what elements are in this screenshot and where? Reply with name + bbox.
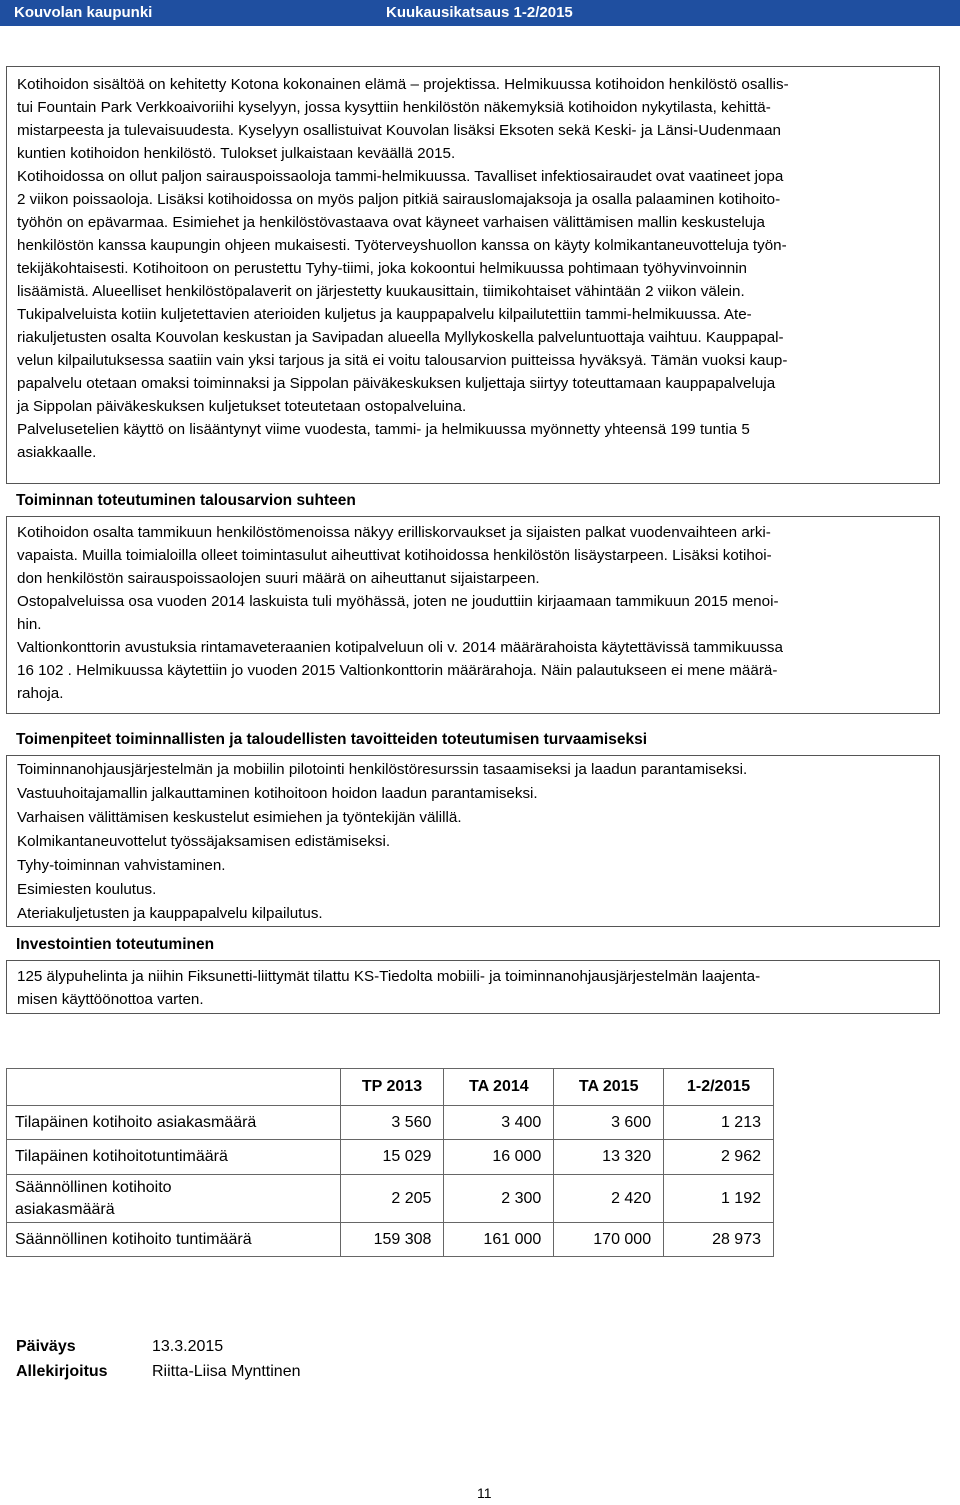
row-label: Tilapäinen kotihoitotuntimäärä [7,1140,341,1175]
table-cell: 2 205 [340,1175,444,1223]
table-header: TP 2013 [340,1069,444,1106]
table-cell: 161 000 [444,1223,554,1257]
page-number: 11 [477,1485,492,1501]
signature-label: Allekirjoitus [16,1363,108,1380]
section-title-measures: Toimenpiteet toiminnallisten ja taloudellisten tavoitteiden toteutumisen turvaamiseksi [16,731,648,748]
date-label: Päiväys [16,1338,76,1355]
document-header [0,0,960,26]
row-label: Säännöllinen kotihoito tuntimäärä [7,1223,341,1257]
table-header: 1-2/2015 [664,1069,774,1106]
budget-paragraph: Kotihoidon osalta tammikuun henkilöstömenoissa näkyy erilliskorvaukset ja sijaisten palkat vuodenvaihteen arki- vapaista. Muilla toimialoilla olleet toimintasulut aiheuttivat kotihoidossa henkilöstön lisäystarpeen. Lisäksi kotihoi- don henkilöstön sairauspoissaolojen suuri määrä on aiheuttanut sijaistarpeen. Ostopalveluissa osa vuoden 2014 laskuista tuli myöhässä, joten ne jouduttiin kirjaamaan tammikuun 2015 menoi- hin. Valtionkonttorin avustuksia rintamaveteraanien kotipalveluun oli v. 2014 määrärahoista käytettävissä tammikuussa 16 102 . Helmikuussa käytettiin jo vuoden 2015 Valtionkonttorin määrärahoja. Näin palautukseen ei mene määrä- rahoja. [17,524,783,702]
table-cell: 1 192 [664,1175,774,1223]
header-report-title: Kuukausikatsaus 1-2/2015 [386,4,573,21]
table-row [7,1140,774,1175]
section-title-budget: Toiminnan toteutuminen talousarvion suhteen [16,492,356,509]
table-cell: 2 300 [444,1175,554,1223]
table-cell: 15 029 [340,1140,444,1175]
table-cell: 170 000 [554,1223,664,1257]
signature-value: Riitta-Liisa Mynttinen [152,1363,301,1380]
intro-text-box [6,66,940,484]
table-cell: 3 600 [554,1106,664,1140]
intro-paragraph: Kotihoidon sisältöä on kehitetty Kotona kokonainen elämä – projektissa. Helmikuussa kotihoidon henkilöstö osallis- tui Fountain Park Verkkoaivoriihi kyselyyn, jossa kysyttiin henkilöstön näkemyksiä kotihoidon nykytilasta, kehittä- mistarpeesta ja tulevaisuudesta. Kyselyyn osallistuivat Kouvolan lisäksi Eksoten sekä Keski- ja Länsi-Uudenmaan kuntien kotihoidon henkilöstö. Tulokset julkaistaan keväällä 2015. Kotihoidossa on ollut paljon sairauspoissaoloja tammi-helmikuussa. Tavalliset infektiosairaudet ovat vaatineet jopa 2 viikon poissaoloja. Lisäksi kotihoidossa on myös paljon pitkiä sairauslomajaksoja ja osalla palaaminen kotihoito- työhön on epävarmaa. Esimiehet ja henkilöstövastaava ovat käyneet varhaisen välittämisen mallin keskusteluja henkilöstön kanssa kaupungin ohjeen mukaisesti. Työterveyshuollon kanssa on käyty kolmikantaneuvotteluja työn- tekijäkohtaisesti. Kotihoitoon on perustettu Tyhy-tiimi, joka kokoontui helmikuussa pohtimaan työhyvinvoinnin lisäämistä. Alueelliset henkilöstöpalaverit on järjestetty kuukausittain, tiimikohtaiset vähintään 2 viikon välein. Tukipalveluista kotiin kuljetettavien aterioiden kuljetus ja kauppapalvelu kilpailutettiin tammi-helmikuussa. Ate- riakuljetusten osalta Kouvolan keskustan ja Savipadan alueella Myllykoskella palveluntuottaja vaihtuu. Kauppapal- velun kilpailutuksessa saatiin vain yksi tarjous ja sitä ei voitu talousarvion puitteissa hyväksyä. Tämän vuoksi kaup- papalvelu otetaan omaksi toiminnaksi ja Sippolan päiväkeskuksen kuljettaja siirtyy toteuttamaan kauppapalveluja ja Sippolan päiväkeskuksen kuljetukset toteutetaan ostopalveluina. Palvelusetelien käyttö on lisääntynyt viime vuodesta, tammi- ja helmikuussa myönnetty yhteensä 199 tuntia 5 asiakkaalle. [17,76,789,461]
date-value: 13.3.2015 [152,1338,224,1355]
table-cell: 1 213 [664,1106,774,1140]
header-organization: Kouvolan kaupunki [14,4,153,21]
table-cell: 16 000 [444,1140,554,1175]
budget-text-box [6,516,940,714]
table-header: TA 2015 [554,1069,664,1106]
table-cell: 2 962 [664,1140,774,1175]
table-header: TA 2014 [444,1069,554,1106]
investments-paragraph: 125 älypuhelinta ja niihin Fiksunetti-liittymät tilattu KS-Tiedolta mobiili- ja toiminnanohjausjärjestelmän laajenta- misen käyttöönottoa varten. [17,968,761,1008]
table-row [7,1175,774,1223]
row-label: Säännöllinen kotihoito asiakasmäärä [7,1175,341,1223]
section-title-investments: Investointien toteutuminen [16,936,215,953]
table-row [7,1106,774,1140]
table-cell: 3 400 [444,1106,554,1140]
table-cell: 159 308 [340,1223,444,1257]
measures-text-box [6,755,940,927]
statistics-table [6,1068,774,1257]
investments-text-box [6,960,940,1014]
measures-paragraph: Toiminnanohjausjärjestelmän ja mobiilin pilotointi henkilöstöresurssin tasaamiseksi ja laadun parantamiseksi. Vastuuhoitajamallin jalkauttaminen kotihoitoon hoidon laadun parantamiseksi. Varhaisen välittämisen keskustelut esimiehen ja työntekijän välillä. Kolmikantaneuvottelut työssäjaksamisen edistämiseksi. Tyhy-toiminnan vahvistaminen. Esimiesten koulutus. Ateriakuljetusten ja kauppapalvelu kilpailutus. [17,761,748,922]
table-header-empty [7,1069,341,1106]
table-cell: 28 973 [664,1223,774,1257]
table-cell: 3 560 [340,1106,444,1140]
table-cell: 2 420 [554,1175,664,1223]
table-row [7,1223,774,1257]
table-header-row [7,1069,774,1106]
row-label: Tilapäinen kotihoito asiakasmäärä [7,1106,341,1140]
table-cell: 13 320 [554,1140,664,1175]
